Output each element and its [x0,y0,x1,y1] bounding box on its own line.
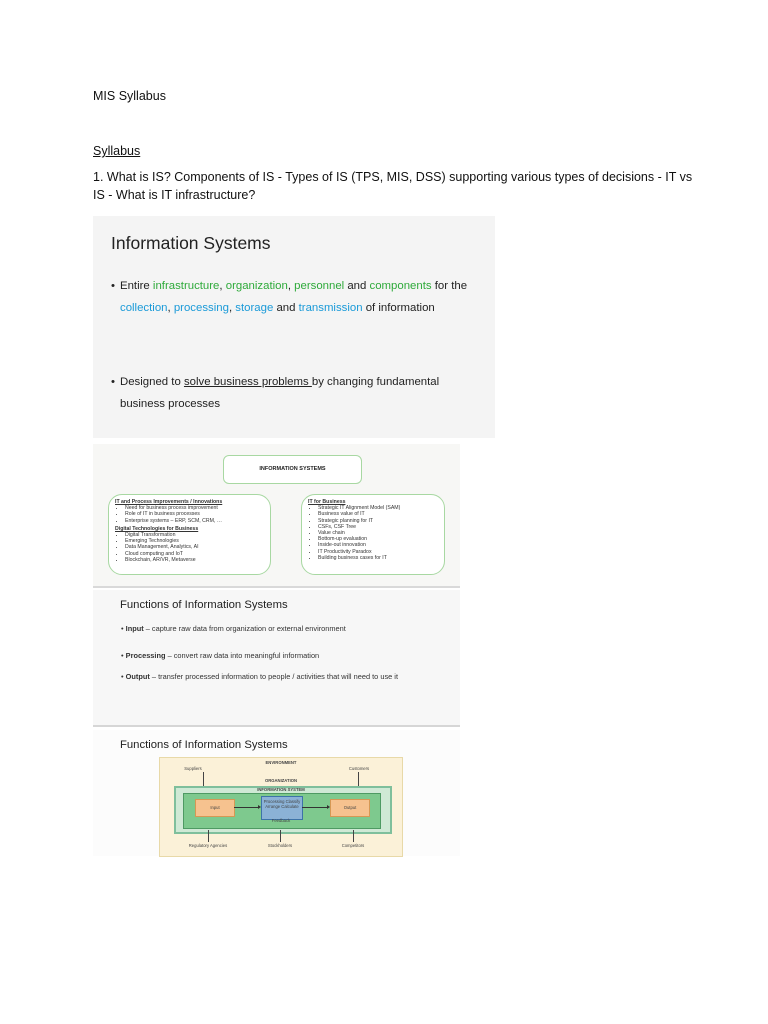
organization-label: ORGANIZATION [264,778,298,783]
suppliers-label: Suppliers [184,766,202,771]
term-components: components [369,280,432,292]
term-infrastructure: infrastructure [152,280,220,292]
term-organization: organization [225,280,288,292]
function-output: • Output – transfer processed information to people / activities that will need to use it [121,672,399,681]
diagram-right-panel [301,494,445,575]
text-fragment: , [167,302,174,314]
input-label: Input [210,805,220,810]
environment-label: ENVIRONMENT [265,760,297,765]
panel-heading: IT for Business [308,499,346,505]
function-term: Output [125,672,150,681]
text-fragment: Designed to [120,376,184,388]
slide-title: Functions of Information Systems [120,739,288,751]
function-desc: – capture raw data from organization or external environment [143,624,346,633]
syllabus-item-1: 1. What is IS? Components of IS - Types of IS (TPS, MIS, DSS) supporting various types of decisions - IT vs IS - What is IT infrastructure? [93,170,693,202]
list-item: • Enterprise systems – ERP, SCM, CRM, … [125,518,264,524]
panel-list [308,505,438,561]
diagram-left-panel [108,494,271,575]
term-storage: storage [235,302,274,314]
list-item: • Strategic planning for IT [318,518,438,524]
text-fragment: , [287,280,295,292]
list-item: • Data Management, Analytics, AI [125,544,264,550]
list-item: • Digital Transformation [125,532,264,538]
regulatory-agencies-label: Regulatory Agencies [188,843,228,848]
text-fragment: of information [362,302,435,314]
list-item: • Blockchain, AR/VR, Metaverse [125,557,264,563]
list-item: • Bottom-up evaluation [318,536,438,542]
slide-information-systems [93,216,495,438]
slide-is-diagram [93,444,460,588]
bullet-dot: • [111,280,115,292]
function-processing: • Processing – convert raw data into meaningful information [121,651,320,660]
list-item: • Building business cases for IT [318,555,438,561]
list-item: • Need for business process improvement [125,505,264,511]
text-fragment: for the [431,280,468,292]
list-item: • Inside-out innovation [318,542,438,548]
panel-list [115,532,264,563]
text-fragment: , [228,302,236,314]
feedback-label: Feedback [271,818,291,823]
is-environment-figure [159,757,403,857]
output-box [330,799,370,817]
term-transmission: transmission [298,302,363,314]
arrow-line [234,807,258,808]
stockholders-label: Stockholders [267,843,293,848]
panel-heading: Digital Technologies for Business [115,525,199,532]
information-system-label: INFORMATION SYSTEM [257,787,305,792]
term-personnel: personnel [294,280,345,292]
bullet-purpose [111,371,486,415]
text-fragment: Entire [120,280,153,292]
list-item: • IT Productivity Paradox [318,549,438,555]
text-fragment: and [344,280,370,292]
list-item: • CSFs, CSF Tree [318,524,438,530]
diagram-center-node: INFORMATION SYSTEMS [223,455,362,484]
text-fragment: and [273,302,299,314]
output-label: Output [343,805,357,810]
panel-list [115,505,264,524]
text-fragment: by changing fundamental business processes [120,376,440,410]
text-fragment: , [219,280,226,292]
document-title: MIS Syllabus [93,89,166,103]
list-item: • Strategic IT Alignment Model (SAM) [318,505,438,511]
term-processing: processing [173,302,229,314]
slide-title: Functions of Information Systems [120,599,288,611]
processing-box [261,796,303,820]
slide-functions-list [93,590,460,727]
list-item: • Business value of IT [318,511,438,517]
arrow-line [302,807,327,808]
list-item: • Role of IT in business processes [125,511,264,517]
processing-label: Processing Classify Arrange Calculate [263,799,301,809]
bullet-dot: • [111,376,115,388]
function-term: Input [125,624,144,633]
list-item: • Cloud computing and IoT [125,551,264,557]
customers-label: Customers [348,766,370,771]
panel-heading: IT and Process Improvements / Innovations [115,499,223,505]
function-desc: – transfer processed information to people / activities that will need to use it [149,672,399,681]
term-collection: collection [120,302,168,314]
connector-line [208,830,209,842]
slide-title: Information Systems [111,233,271,253]
competitors-label: Competitors [341,843,365,848]
function-desc: – convert raw data into meaningful information [165,651,320,660]
function-term: Processing [125,651,166,660]
bullet-definition [111,275,486,319]
term-solve-business-problems: solve business problems [183,376,312,388]
input-box [195,799,235,817]
connector-line [280,830,281,842]
slide-functions-diagram [93,730,460,856]
function-input: • Input – capture raw data from organization or external environment [121,624,346,633]
syllabus-heading: Syllabus [93,144,141,158]
list-item: • Value chain [318,530,438,536]
connector-line [353,830,354,842]
list-item: • Emerging Technologies [125,538,264,544]
